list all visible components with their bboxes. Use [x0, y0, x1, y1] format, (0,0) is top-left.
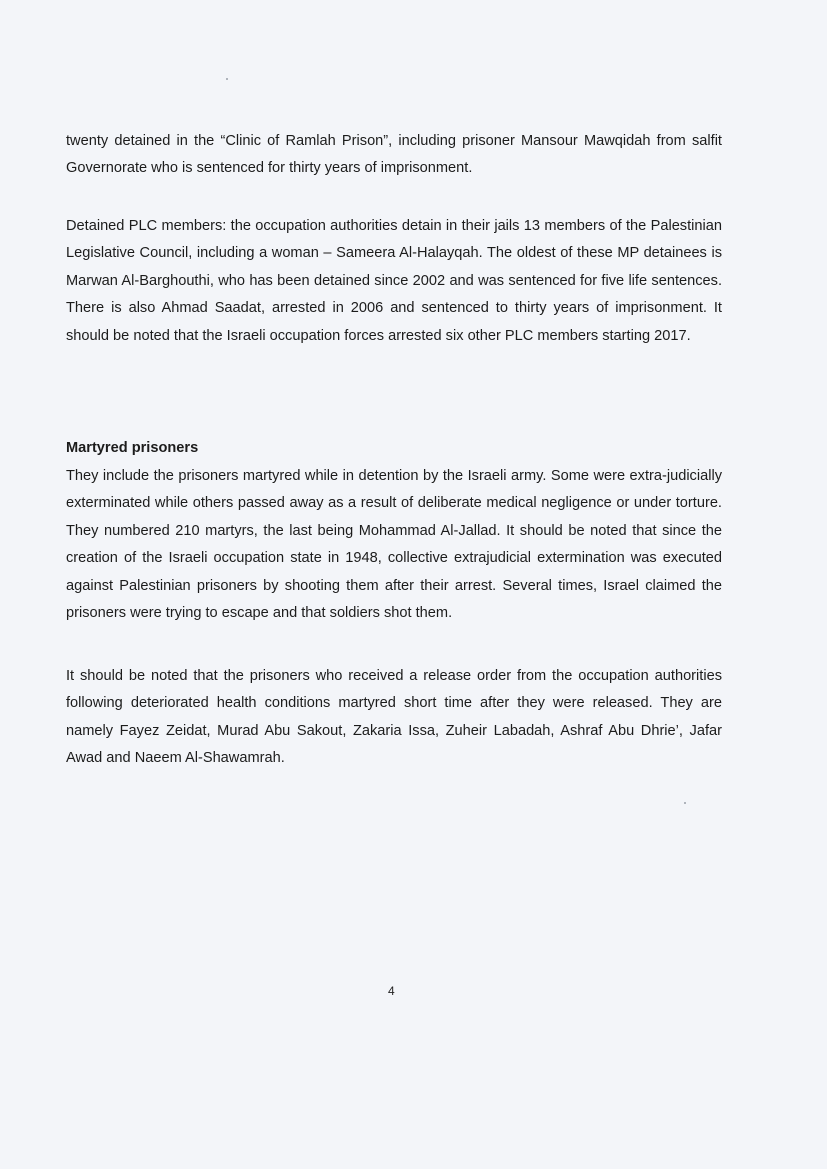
section-heading-martyred-prisoners: Martyred prisoners	[66, 440, 199, 456]
scan-speck	[684, 802, 686, 804]
paragraph-ramlah-clinic: twenty detained in the “Clinic of Ramlah Prison”, including prisoner Mansour Mawqidah from salfit Governorate who is sentenced for thirty years of imprisonment.	[66, 133, 722, 177]
page-number: 4	[388, 984, 395, 998]
paragraph-martyred-prisoners: They include the prisoners martyred while in detention by the Israeli army. Some were extra-judicially exterminated while others passed away as a result of deliberate medical negligence or under torture. They numbered 210 martyrs, the last being Mohammad Al-Jallad. It should be noted that since the creation of the Israeli occupation state in 1948, collective extrajudicial extermination was executed against Palestinian prisoners by shooting them after their arrest. Several times, Israel claimed the prisoners were trying to escape and that soldiers shot them.	[66, 468, 722, 622]
paragraph-release-order: It should be noted that the prisoners who received a release order from the occupation authorities following deteriorated health conditions martyred short time after they were released. They are namely Fayez Zeidat, Murad Abu Sakout, Zakaria Issa, Zuheir Labadah, Ashraf Abu Dhrie’, Jafar Awad and Naeem Al-Shawamrah.	[66, 668, 722, 767]
paragraph-detained-plc-members: Detained PLC members: the occupation authorities detain in their jails 13 members of the Palestinian Legislative Council, including a woman – Sameera Al-Halayqah. The oldest of these MP detainees is Marwan Al-Barghouthi, who has been detained since 2002 and was sentenced for five life sentences. There is also Ahmad Saadat, arrested in 2006 and sentenced to thirty years of imprisonment. It should be noted that the Israeli occupation forces arrested six other PLC members starting 2017.	[66, 218, 722, 344]
scan-speck	[226, 78, 228, 80]
